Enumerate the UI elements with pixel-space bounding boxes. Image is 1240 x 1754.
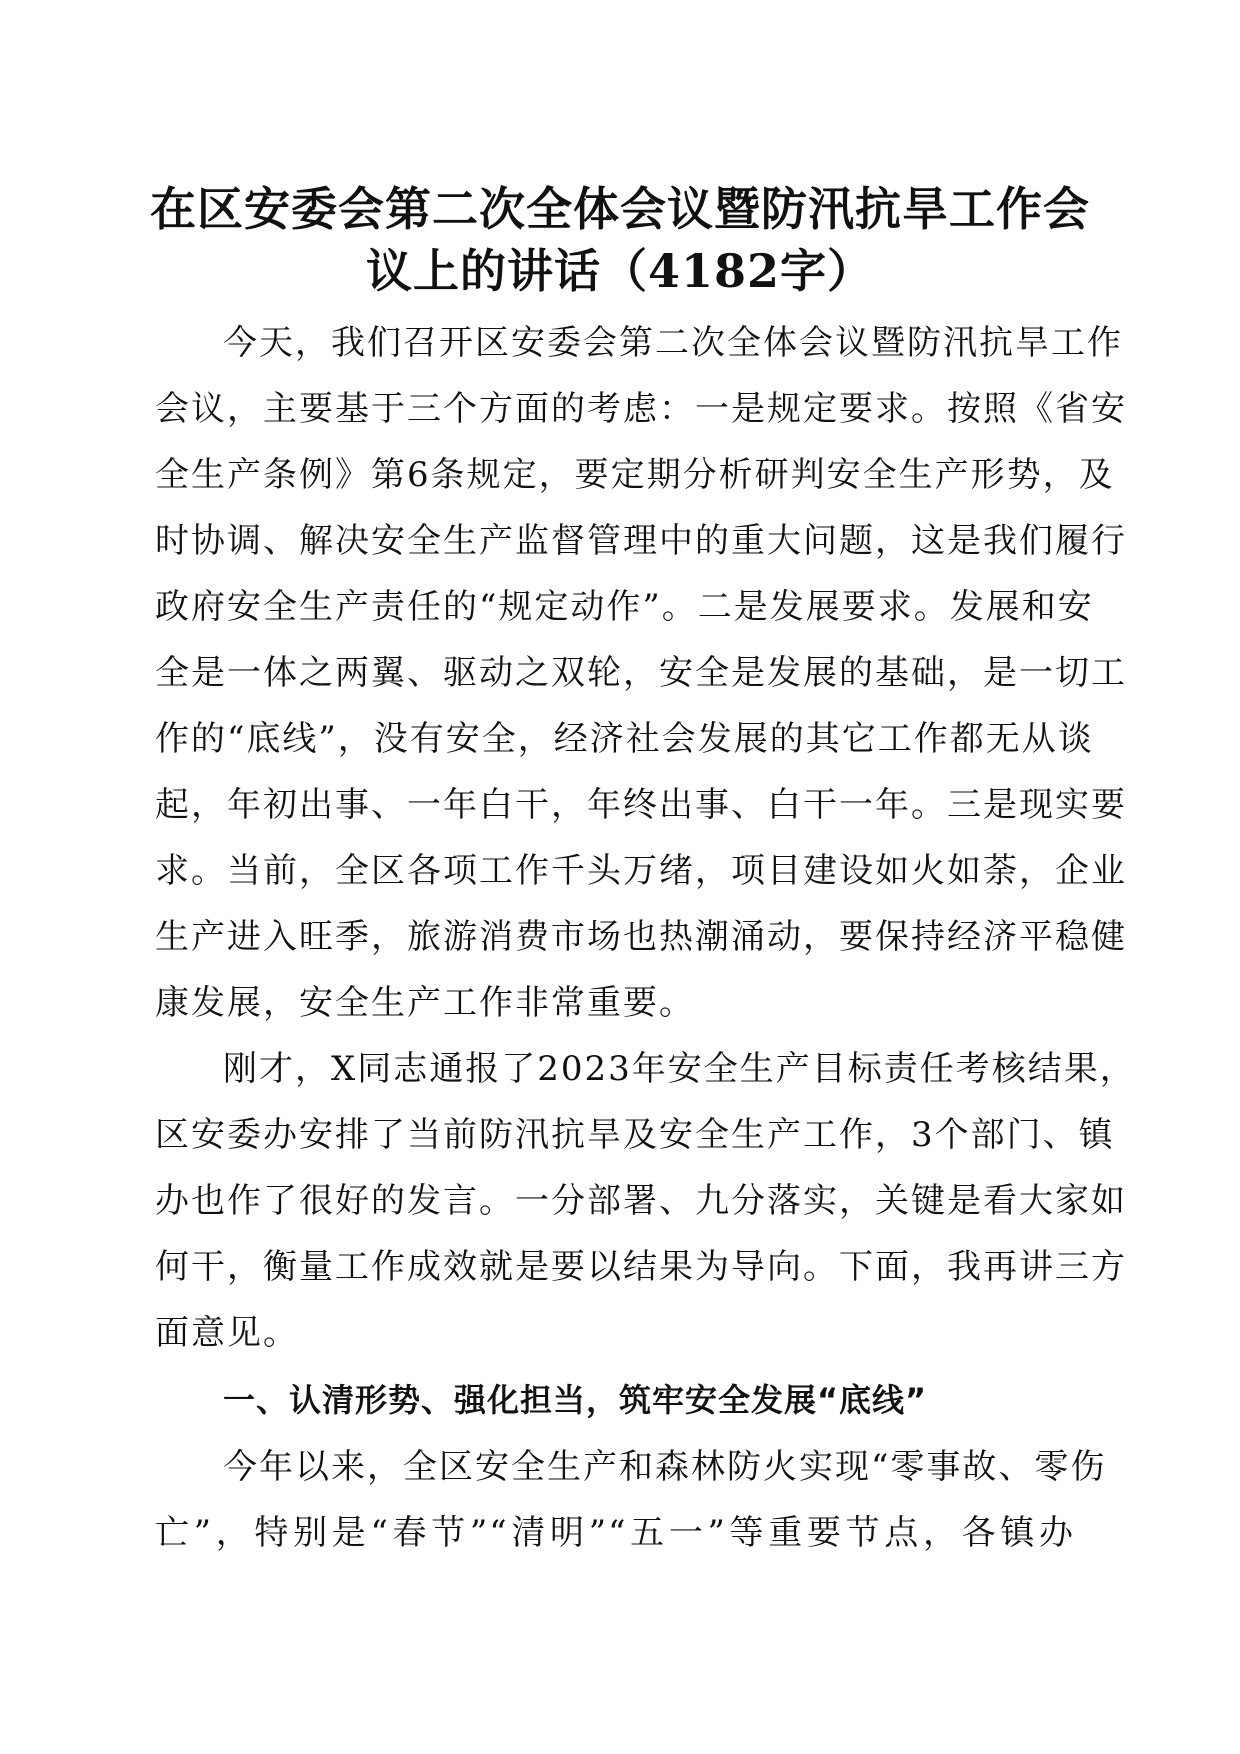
- text-line: 办也作了很好的发言。一分部署、九分落实，关键是看大家如: [155, 1181, 1127, 1221]
- text-line: 区安委办安排了当前防汛抗旱及安全生产工作，3个部门、镇: [155, 1115, 1115, 1155]
- document-title: [140, 178, 1100, 302]
- title-line-1: 在区安委会第二次全体会议暨防汛抗旱工作会: [150, 182, 1090, 236]
- paragraph-2: [155, 1036, 1136, 1366]
- text-line: 刚才，X同志通报了2023年安全生产目标责任考核结果，: [223, 1049, 1136, 1089]
- text-line: 面意见。: [155, 1313, 299, 1353]
- paragraph-1: [155, 310, 1127, 1036]
- text-line: 政府安全生产责任的“规定动作”。二是发展要求。发展和安: [155, 587, 1094, 627]
- text-line: 康发展，安全生产工作非常重要。: [155, 983, 695, 1023]
- text-line: 会议，主要基于三个方面的考虑：一是规定要求。按照《省安: [155, 389, 1127, 429]
- text-line: 时协调、解决安全生产监督管理中的重大问题，这是我们履行: [155, 521, 1127, 561]
- text-line: 亡”，特别是“春节”“清明”“五一”等重要节点，各镇办: [155, 1513, 1075, 1553]
- section-heading: 一、认清形势、强化担当，筑牢安全发展“底线”: [223, 1381, 928, 1419]
- text-line: 起，年初出事、一年白干，年终出事、白干一年。三是现实要: [155, 785, 1127, 825]
- text-line: 全生产条例》第6条规定，要定期分析研判安全生产形势，及: [155, 455, 1115, 495]
- text-line: 求。当前，全区各项工作千头万绪，项目建设如火如荼，企业: [155, 851, 1127, 891]
- document-body: [155, 310, 1136, 1566]
- text-line: 何干，衡量工作成效就是要以结果为导向。下面，我再讲三方: [155, 1247, 1127, 1287]
- text-line: 今天，我们召开区安委会第二次全体会议暨防汛抗旱工作: [223, 323, 1123, 363]
- text-line: 生产进入旺季，旅游消费市场也热潮涌动，要保持经济平稳健: [155, 917, 1127, 957]
- title-line-2: 议上的讲话（4182字）: [365, 244, 875, 298]
- paragraph-3: [155, 1434, 1107, 1566]
- text-line: 全是一体之两翼、驱动之双轮，安全是发展的基础，是一切工: [155, 653, 1127, 693]
- text-line: 今年以来，全区安全生产和森林防火实现“零事故、零伤: [223, 1447, 1107, 1487]
- text-line: 作的“底线”，没有安全，经济社会发展的其它工作都无从谈: [155, 719, 1094, 759]
